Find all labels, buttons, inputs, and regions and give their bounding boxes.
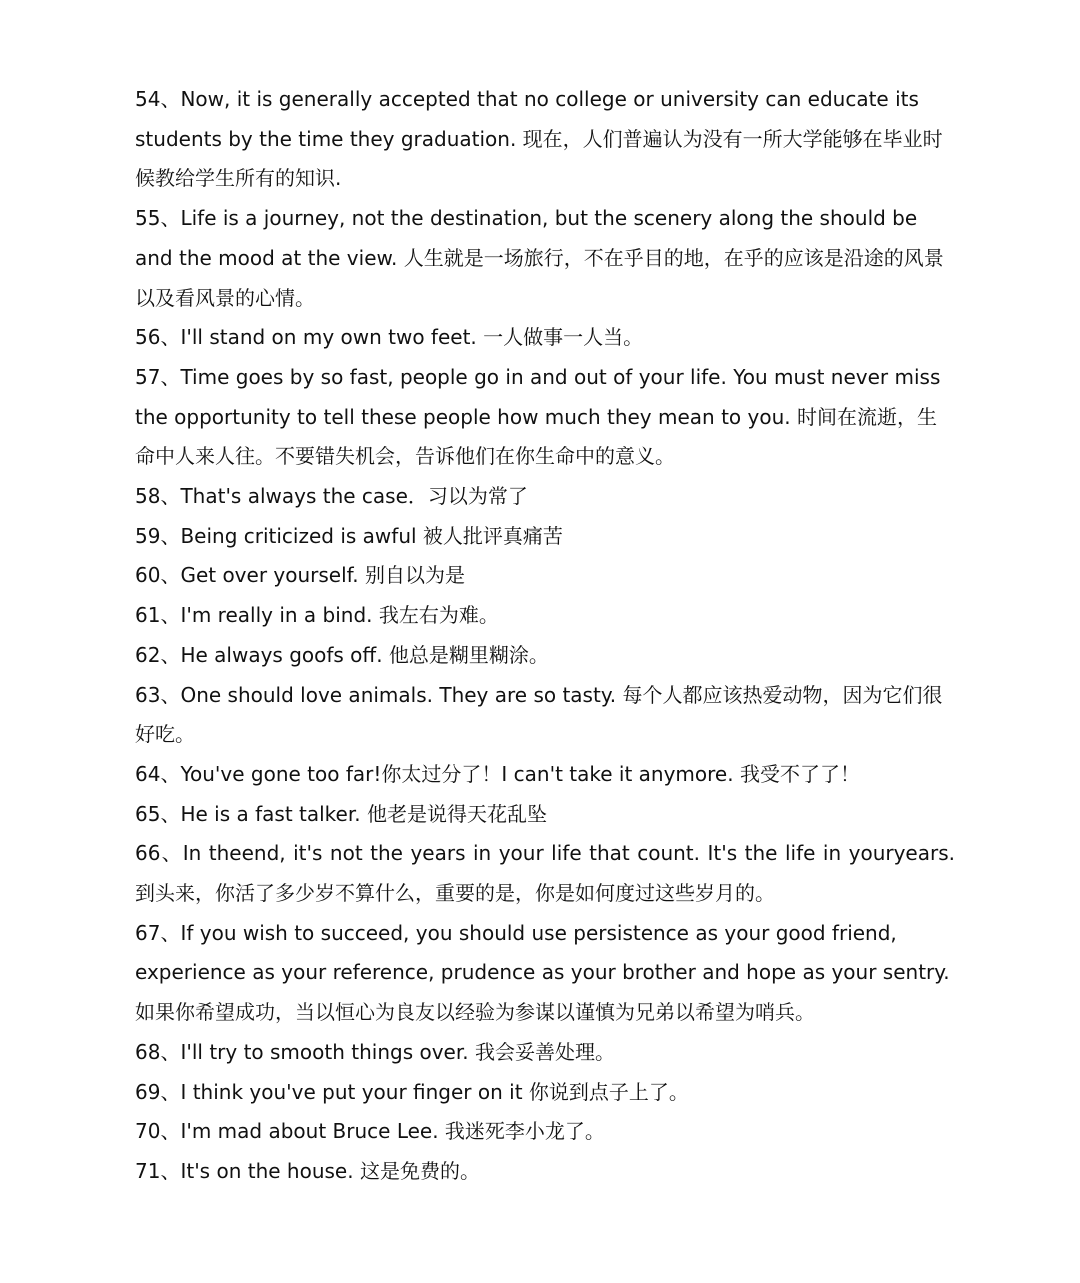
phrase-entry-71: 71、It's on the house. 这是免费的。 <box>135 1158 480 1183</box>
phrase-entry-60: 60、Get over yourself. 别自以为是 <box>135 563 465 588</box>
phrase-entry-54: 54、Now, it is generally accepted that no college or university can educate its students by the time they graduation. 现在，人们普遍认为没有一所大学能够在毕业时候教给学生所有的知识. <box>135 87 943 191</box>
phrase-entry-70: 70、I'm mad about Bruce Lee. 我迷死李小龙了。 <box>135 1119 605 1144</box>
phrase-entry-62: 62、He always goofs off. 他总是糊里糊涂。 <box>135 642 549 667</box>
phrase-list <box>135 80 955 1192</box>
phrase-entry-55: 55、Life is a journey, not the destination, but the scenery along the should be and the mood at the view. 人生就是一场旅行，不在乎目的地，在乎的应该是沿途的风景以及看风景的心情。 <box>135 206 944 310</box>
phrase-entry-67: 67、If you wish to succeed, you should use persistence as your good friend, experience as your reference, prudence as your brother and hope as your sentry. 如果你希望成功，当以恒心为良友以经验为参谋以谨慎为兄弟以希望为哨兵。 <box>135 920 950 1025</box>
phrase-entry-59: 59、Being criticized is awful 被人批评真痛苦 <box>135 523 563 548</box>
phrase-entry-68: 68、I'll try to smooth things over. 我会妥善处理。 <box>135 1039 615 1064</box>
phrase-entry-69: 69、I think you've put your finger on it 你说到点子上了。 <box>135 1079 689 1104</box>
phrase-entry-65: 65、He is a fast talker. 他老是说得天花乱坠 <box>135 801 547 826</box>
phrase-entry-63: 63、One should love animals. They are so tasty. 每个人都应该热爱动物，因为它们很好吃。 <box>135 682 943 747</box>
phrase-entry-61: 61、I'm really in a bind. 我左右为难。 <box>135 603 499 628</box>
phrase-entry-64: 64、You've gone too far!你太过分了！I can't take it anymore. 我受不了了！ <box>135 761 860 786</box>
phrase-entry-56: 56、I'll stand on my own two feet. 一人做事一人当。 <box>135 325 644 350</box>
phrase-entry-58: 58、That's always the case．习以为常了 <box>135 484 528 509</box>
phrase-entry-66: 66、In theend, it's not the years in your life that count. It's the life in youryears. 到头来，你活了多少岁不算什么，重要的是，你是如何度过这些岁月的。 <box>135 841 955 906</box>
phrase-entry-57: 57、Time goes by so fast, people go in and out of your life. You must never miss the opportunity to tell these people how much they mean to you. 时间在流逝，生命中人来人往。不要错失机会，告诉他们在你生命中的意义。 <box>135 364 941 469</box>
